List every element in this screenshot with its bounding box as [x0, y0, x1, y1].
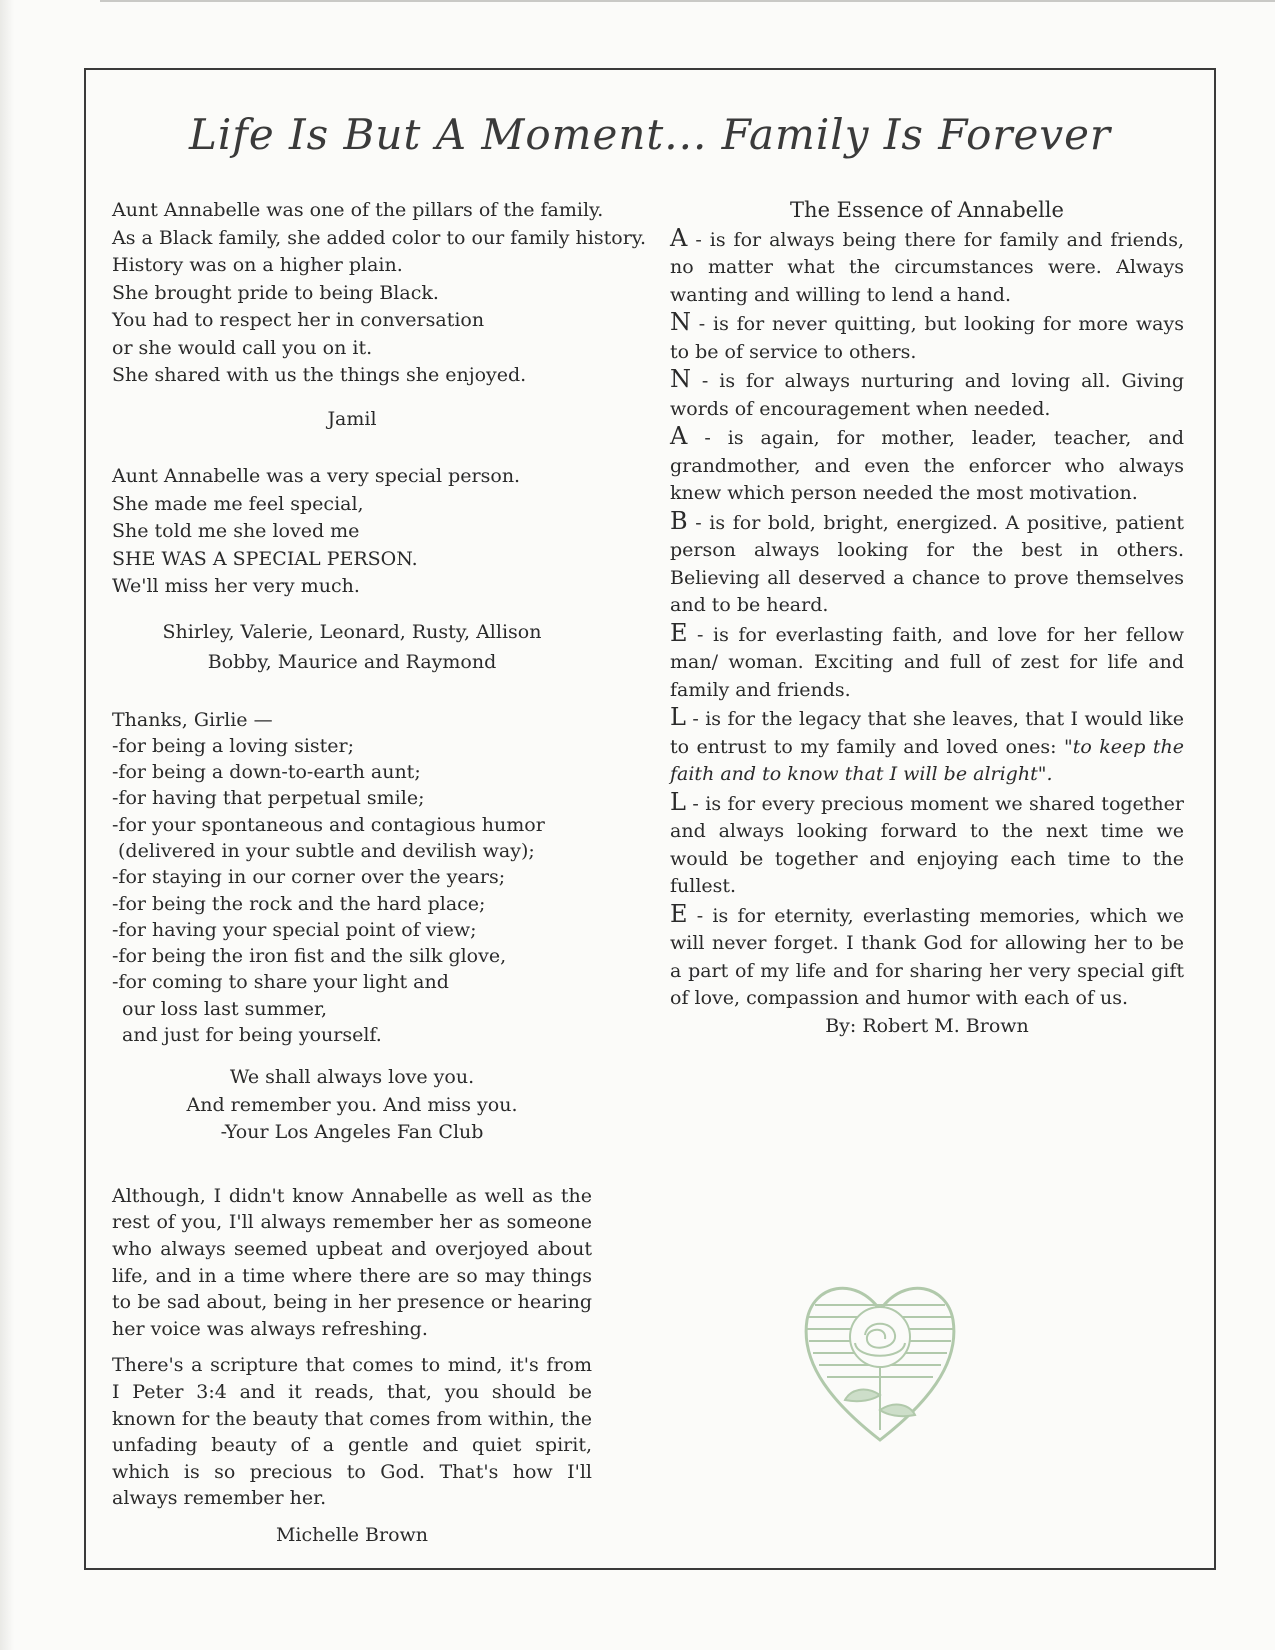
signature-line: Shirley, Valerie, Leonard, Rusty, Allison [162, 620, 542, 643]
acrostic-quote: "to keep the faith and to know that I will be alright". [670, 735, 1184, 785]
poem-line: -for being a down-to-earth aunt; [112, 761, 421, 784]
essence-heading: The Essence of Annabelle [790, 198, 1064, 222]
acrostic-text: - is for always being there for family and friends, no matter what the circumstances were. Always wanting and willing to lend a hand. [670, 228, 1184, 306]
acrostic-paragraph [670, 225, 1184, 310]
poem-line: our loss last summer, [122, 997, 327, 1020]
acrostic-letter: A [670, 422, 688, 450]
acrostic-paragraph [670, 508, 1184, 620]
acrostic-letter: A [670, 223, 688, 252]
tribute-paragraph: Although, I didn't know Annabelle as well as the rest of you, I'll always remember her as someone who always seemed upbeat and overjoyed about life, and in a time where there are so may things to be sad about, being in her presence or hearing her voice was always refreshing. [112, 1184, 592, 1340]
acrostic-paragraph [670, 789, 1184, 901]
poem-line: She brought pride to being Black. [112, 281, 439, 304]
signature-jamil: Jamil [327, 407, 377, 430]
rose-heart-icon [795, 1265, 965, 1450]
poem-line: (delivered in your subtle and devilish way); [118, 839, 535, 862]
acrostic-paragraph [670, 423, 1184, 508]
poem-line: As a Black family, she added color to our family history. [112, 226, 647, 249]
right-column [670, 197, 1184, 1040]
poem-line: History was on a higher plain. [112, 254, 403, 276]
memorial-frame [84, 68, 1216, 1570]
poem-line: -for being the iron fist and the silk glove, [112, 945, 507, 968]
signature-family [112, 617, 592, 677]
acrostic-paragraph [670, 901, 1184, 1013]
poem-line: You had to respect her in conversation [112, 309, 485, 331]
poem-line: -for your spontaneous and contagious humor [112, 813, 545, 836]
signature-line: And remember you. And miss you. [186, 1093, 518, 1116]
poem-line: or she would call you on it. [112, 336, 373, 359]
acrostic-text: - is for every precious moment we shared together and always looking forward to the next time we would be together and enjoying each time to the fullest. [670, 792, 1184, 897]
page-title: Life Is But A Moment... Family Is Forever [188, 110, 1111, 159]
acrostic-letter: N [670, 365, 691, 393]
signature-line: We shall always love you. [229, 1066, 475, 1089]
page-edge [0, 0, 14, 1650]
acrostic-letter: N [670, 308, 691, 336]
acrostic-letter: L [670, 703, 686, 731]
poem-line: We'll miss her very much. [112, 575, 360, 597]
signature-michelle: Michelle Brown [275, 1523, 429, 1546]
top-edge-line [100, 0, 1275, 2]
acrostic-text: - is for eternity, everlasting memories, which we will never forget. I thank God for allowing her to be a part of my life and for sharing her very special gift of love, compassion and humor with each of us. [670, 904, 1184, 1009]
poem-line: She shared with us the things she enjoyed. [112, 364, 527, 386]
acrostic-text: - is for always nurturing and loving all. Giving words of encouragement when needed. [670, 370, 1184, 420]
acrostic-text: - is for bold, bright, energized. A positive, patient person always looking for the best in others. Believing all deserved a chance to prove themselves and to be heard. [670, 511, 1184, 616]
acrostic-paragraph [670, 620, 1184, 705]
poem-jamil [112, 197, 647, 390]
poem-line: Aunt Annabelle was one of the pillars of the family. [112, 199, 604, 221]
poem-line: SHE WAS A SPECIAL PERSON. [112, 547, 418, 570]
tribute-paragraph: There's a scripture that comes to mind, it's from I Peter 3:4 and it reads, that, you should be known for the beauty that comes from within, the unfading beauty of a gentle and quiet spirit, which is so precious to God. That's how I'll always remember her. [112, 1354, 592, 1510]
poem-line: -for having that perpetual smile; [112, 787, 425, 810]
acrostic-text: - is for everlasting faith, and love for her fellow man/ woman. Exciting and full of zest for life and family and friends. [670, 623, 1184, 701]
poem-line: and just for being yourself. [122, 1024, 382, 1047]
poem-line: -for being a loving sister; [112, 734, 355, 757]
poem-line: Thanks, Girlie — [112, 708, 273, 731]
byline-robert: By: Robert M. Brown [825, 1014, 1029, 1037]
poem-line: She told me she loved me [112, 520, 360, 542]
acrostic-letter: B [670, 506, 688, 535]
acrostic-text: - is for never quitting, but looking for more ways to be of service to others. [670, 313, 1184, 363]
acrostic-text: - is for the legacy that she leaves, that I would like to entrust to my family and loved ones: [670, 708, 1184, 758]
poem-line: -for coming to share your light and [112, 971, 449, 994]
acrostic-text: - is again, for mother, leader, teacher, and grandmother, and even the enforcer who always knew which person needed the most motivation. [670, 427, 1184, 504]
acrostic-paragraph [670, 704, 1184, 789]
poem-line: -for staying in our corner over the years; [112, 866, 506, 889]
acrostic-paragraph [670, 309, 1184, 366]
poem-line: She made me feel special, [112, 492, 364, 515]
poem-special-person [112, 463, 592, 601]
acrostic-letter: E [670, 618, 688, 647]
poem-thanks-girlie [112, 707, 592, 1049]
acrostic-letter: E [670, 899, 688, 928]
left-column [112, 197, 647, 1549]
poem-line: -for being the rock and the hard place; [112, 892, 486, 915]
signature-line: -Your Los Angeles Fan Club [220, 1121, 484, 1144]
poem-line: Aunt Annabelle was a very special person. [112, 465, 521, 487]
acrostic-letter: L [670, 787, 686, 816]
poem-line: -for having your special point of view; [112, 918, 477, 941]
signature-fan-club [112, 1064, 592, 1147]
acrostic-paragraph [670, 366, 1184, 423]
signature-line: Bobby, Maurice and Raymond [207, 650, 497, 673]
